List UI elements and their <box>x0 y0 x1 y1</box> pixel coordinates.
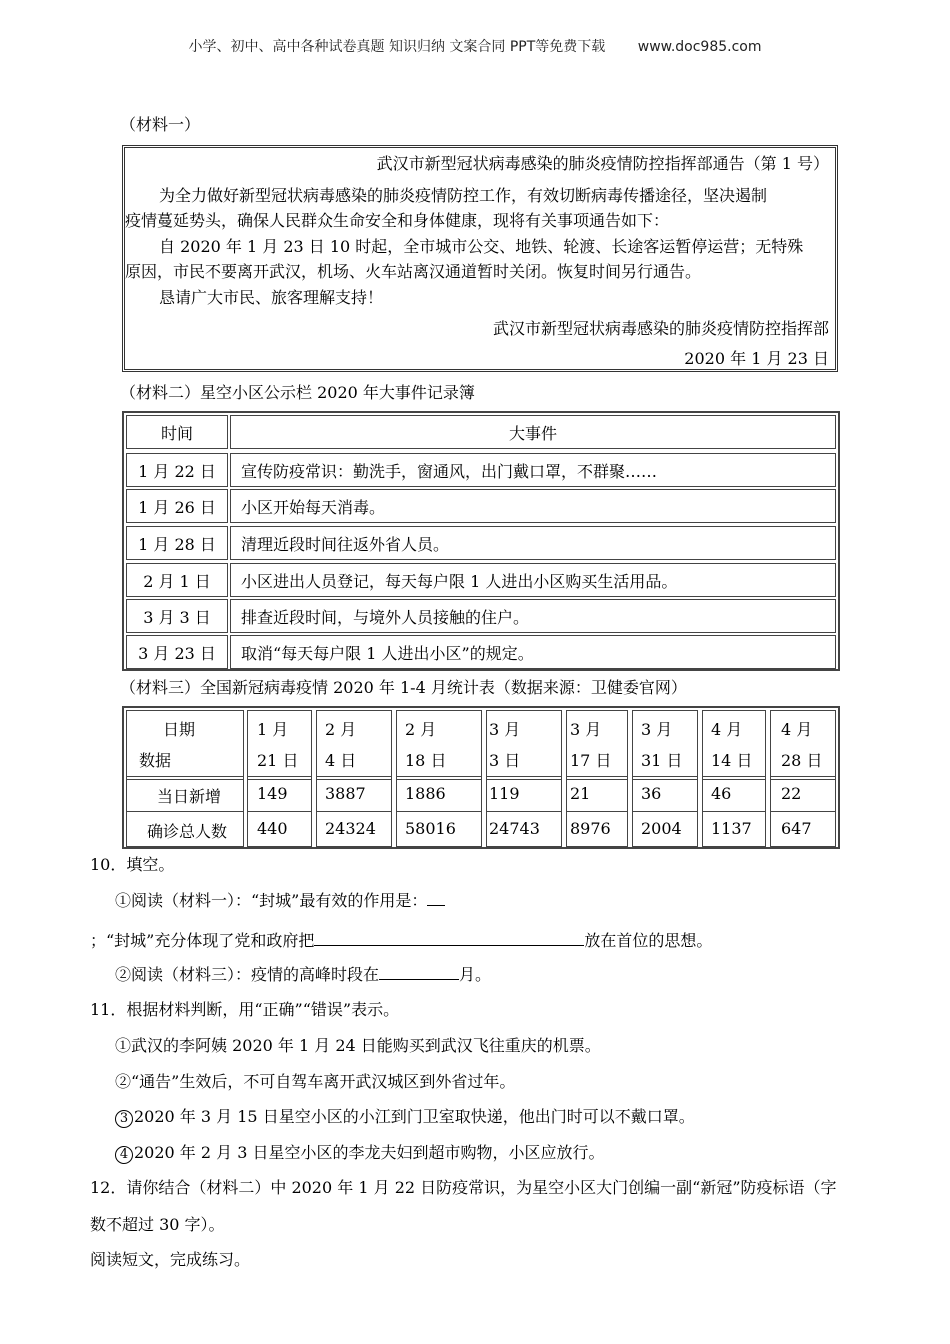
event-date: 1 月 26 日 <box>126 489 228 523</box>
value-text: 2004 <box>641 819 682 838</box>
date-day: 4 日 <box>325 751 357 770</box>
date-day: 3 日 <box>489 751 521 770</box>
question-10-part-1 <box>115 888 445 911</box>
notice-paragraph-1b: 疫情蔓延势头，确保人民群众生命安全和身体健康，现将有关事项通告如下： <box>125 211 670 230</box>
answer-blank-1[interactable] <box>427 891 445 906</box>
date-day: 17 日 <box>570 751 612 770</box>
row-label-text: 确诊总人数 <box>147 822 228 841</box>
question-10: 10．填空。 <box>90 855 175 874</box>
stats-value-cell <box>396 776 482 812</box>
corner-date-label: 日期 <box>163 720 196 739</box>
stats-date-cell <box>770 710 836 780</box>
event-date: 2 月 1 日 <box>126 563 228 597</box>
value-text: 647 <box>781 819 812 838</box>
event-text: 清理近段时间往返外省人员。 <box>230 526 836 560</box>
material3-label: （材料三）全国新冠病毒疫情 2020 年 1-4 月统计表（数据来源：卫健委官网） <box>120 678 687 697</box>
notice-paragraph-2a: 自 2020 年 1 月 23 日 10 时起，全市城市公交、地铁、轮渡、长途客运暂停运营；无特殊 <box>159 237 804 256</box>
value-text: 1886 <box>405 784 446 803</box>
date-day: 21 日 <box>257 751 299 770</box>
date-day: 31 日 <box>641 751 683 770</box>
q10-2-text: ②阅读（材料三）：疫情的高峰时段在 <box>115 965 380 984</box>
event-date: 1 月 22 日 <box>126 453 228 487</box>
date-month: 4 月 <box>781 720 813 739</box>
material1-label: （材料一） <box>120 115 201 134</box>
events-header-event: 大事件 <box>230 415 836 449</box>
value-text: 1137 <box>711 819 752 838</box>
answer-blank-3[interactable] <box>379 965 459 980</box>
notice-date: 2020 年 1 月 23 日 <box>684 349 829 368</box>
stats-value-cell <box>316 811 392 847</box>
stats-value-cell <box>247 811 312 847</box>
row-label-total <box>126 811 244 847</box>
value-text: 22 <box>781 784 802 803</box>
value-text: 3887 <box>325 784 366 803</box>
date-day: 18 日 <box>405 751 447 770</box>
material2-label: （材料二）星空小区公示栏 2020 年大事件记录簿 <box>120 383 475 402</box>
value-text: 119 <box>489 784 520 803</box>
answer-blank-2[interactable] <box>314 931 584 946</box>
value-text: 58016 <box>405 819 456 838</box>
value-text: 46 <box>711 784 732 803</box>
date-day: 14 日 <box>711 751 753 770</box>
stats-value-cell <box>486 776 562 812</box>
stats-date-cell <box>702 710 766 780</box>
date-day: 28 日 <box>781 751 823 770</box>
stats-value-cell <box>396 811 482 847</box>
q10-1b-suffix: 放在首位的思想。 <box>584 931 713 950</box>
value-text: 24324 <box>325 819 376 838</box>
event-text: 小区开始每天消毒。 <box>230 489 836 523</box>
stats-value-cell <box>566 776 628 812</box>
events-header-time: 时间 <box>126 415 228 449</box>
stats-value-cell <box>247 776 312 812</box>
value-text: 21 <box>570 784 591 803</box>
stats-value-cell <box>632 776 698 812</box>
q10-2-suffix: 月。 <box>459 965 492 984</box>
stats-date-cell <box>486 710 562 780</box>
question-11-item-3 <box>115 1104 695 1128</box>
corner-data-label: 数据 <box>139 751 172 770</box>
event-text: 小区进出人员登记，每天每户限 1 人进出小区购买生活用品。 <box>230 563 836 597</box>
value-text: 440 <box>257 819 288 838</box>
stats-value-cell <box>770 776 836 812</box>
page-header <box>0 36 950 56</box>
stats-date-cell <box>316 710 392 780</box>
header-text: 小学、初中、高中各种试卷真题 知识归纳 文案合同 PPT等免费下载 <box>188 39 606 55</box>
notice-paragraph-3: 恳请广大市民、旅客理解支持！ <box>159 288 384 307</box>
question-10-part-1b <box>90 928 712 951</box>
stats-value-cell <box>316 776 392 812</box>
date-month: 2 月 <box>325 720 357 739</box>
stats-date-cell <box>247 710 312 780</box>
q11-3-text: 2020 年 3 月 15 日星空小区的小江到门卫室取快递，他出门时可以不戴口罩。 <box>134 1107 695 1126</box>
notice-paragraph-1a: 为全力做好新型冠状病毒感染的肺炎疫情防控工作，有效切断病毒传播途径，坚决遏制 <box>159 186 768 205</box>
stats-value-cell <box>566 811 628 847</box>
date-month: 1 月 <box>257 720 289 739</box>
stats-value-cell <box>632 811 698 847</box>
notice-paragraph-2b: 原因，市民不要离开武汉，机场、火车站离汉通道暂时关闭。恢复时间另行通告。 <box>125 262 702 281</box>
notice-title: 武汉市新型冠状病毒感染的肺炎疫情防控指挥部通告（第 1 号） <box>376 154 829 173</box>
date-month: 3 月 <box>641 720 673 739</box>
stats-value-cell <box>770 811 836 847</box>
event-text: 宣传防疫常识：勤洗手，窗通风，出门戴口罩，不群聚…… <box>230 453 836 487</box>
notice-signer: 武汉市新型冠状病毒感染的肺炎疫情防控指挥部 <box>492 319 829 338</box>
event-date: 3 月 23 日 <box>126 635 228 669</box>
value-text: 149 <box>257 784 288 803</box>
question-11-item-2: ②“通告”生效后，不可自驾车离开武汉城区到外省过年。 <box>115 1072 516 1091</box>
date-month: 2 月 <box>405 720 437 739</box>
question-11-item-1: ①武汉的李阿姨 2020 年 1 月 24 日能购买到武汉飞往重庆的机票。 <box>115 1036 601 1055</box>
question-11-item-4 <box>115 1140 605 1164</box>
stats-value-cell <box>702 811 766 847</box>
material1-notice-box <box>122 145 838 372</box>
date-month: 4 月 <box>711 720 743 739</box>
stats-value-cell <box>486 811 562 847</box>
events-table <box>122 411 840 671</box>
stats-date-cell <box>632 710 698 780</box>
header-website[interactable]: www.doc985.com <box>637 39 762 55</box>
row-label-new <box>126 776 244 812</box>
circled-number: 4 <box>115 1146 133 1164</box>
q10-1b-text: ；“封城”充分体现了党和政府把 <box>90 931 315 950</box>
stats-corner-cell <box>126 710 244 780</box>
q11-4-text: 2020 年 2 月 3 日星空小区的李龙夫妇到超市购物，小区应放行。 <box>134 1143 605 1162</box>
date-month: 3 月 <box>489 720 521 739</box>
stats-table <box>122 706 840 849</box>
question-12-line-2: 数不超过 30 字）。 <box>90 1215 225 1234</box>
question-12-line-1: 12．请你结合（材料二）中 2020 年 1 月 22 日防疫常识，为星空小区大门创编一副“新冠”防疫标语（字 <box>90 1178 837 1197</box>
stats-date-cell <box>396 710 482 780</box>
event-text: 取消“每天每户限 1 人进出小区”的规定。 <box>230 635 836 669</box>
q10-1-text: ①阅读（材料一）：“封城”最有效的作用是： <box>115 891 428 910</box>
stats-date-cell <box>566 710 628 780</box>
circled-number: 3 <box>115 1110 133 1128</box>
event-text: 排查近段时间，与境外人员接触的住户。 <box>230 599 836 633</box>
value-text: 8976 <box>570 819 611 838</box>
question-10-part-2 <box>115 962 491 985</box>
question-11: 11．根据材料判断，用“正确”“错误”表示。 <box>90 1000 400 1019</box>
value-text: 36 <box>641 784 662 803</box>
date-month: 3 月 <box>570 720 602 739</box>
stats-value-cell <box>702 776 766 812</box>
value-text: 24743 <box>489 819 540 838</box>
reading-instruction: 阅读短文，完成练习。 <box>90 1250 251 1269</box>
event-date: 1 月 28 日 <box>126 526 228 560</box>
row-label-text: 当日新增 <box>157 787 222 806</box>
event-date: 3 月 3 日 <box>126 599 228 633</box>
